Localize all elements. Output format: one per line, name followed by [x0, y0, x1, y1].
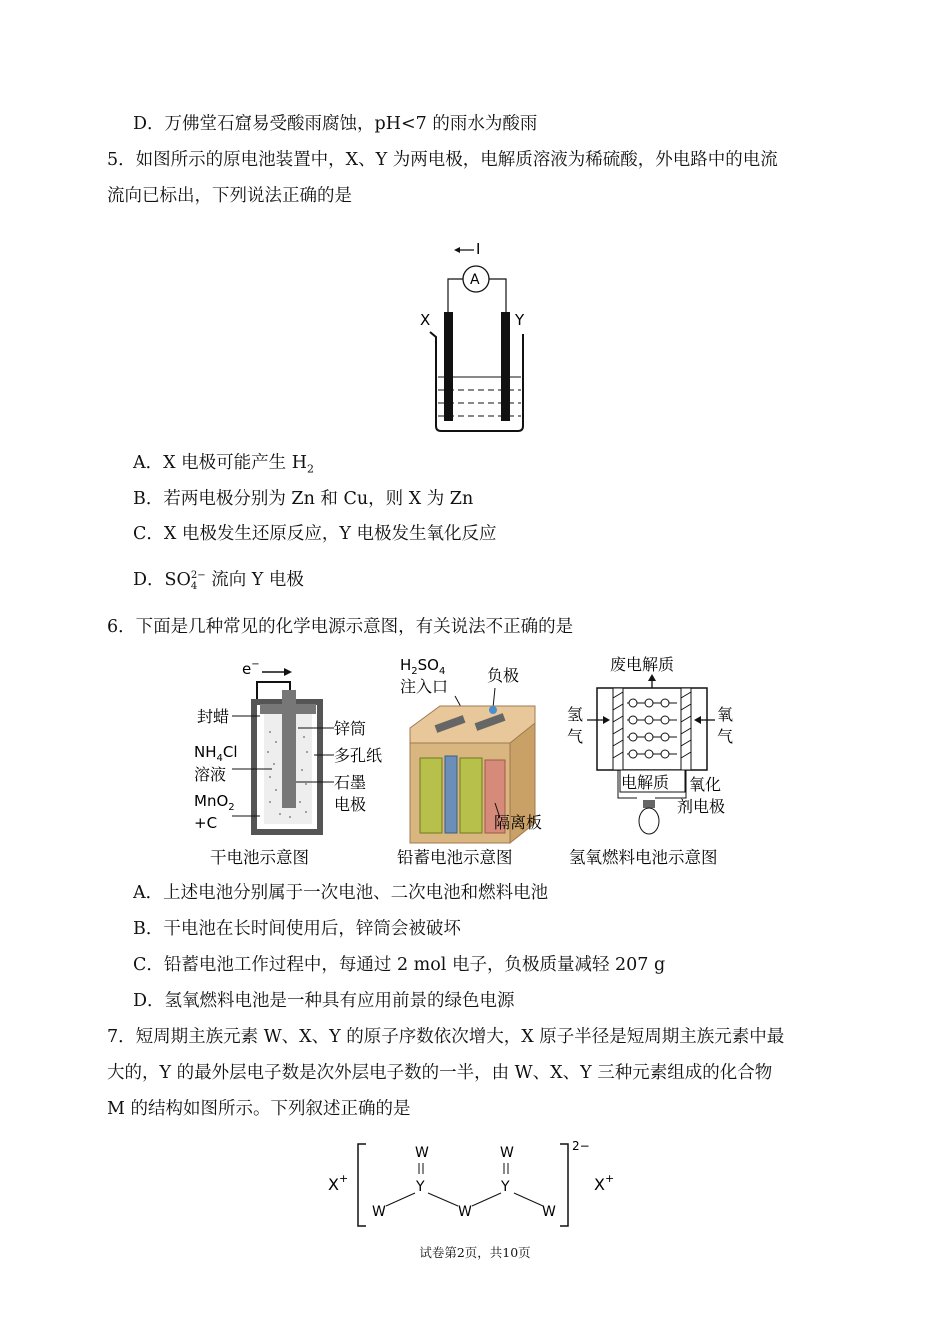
q5-stem-line2: 流向已标出，下列说法正确的是: [107, 186, 352, 206]
label-inlet: 注入口: [400, 677, 449, 696]
galvanic-cell-figure: [410, 232, 540, 437]
label-electrolyte: 电解质: [621, 773, 670, 792]
label-o2-2: 气: [717, 727, 734, 746]
plate-1: [420, 758, 442, 833]
ammeter-label: A: [470, 272, 480, 288]
current-label: I: [476, 240, 481, 258]
cation-left: X+: [328, 1172, 349, 1194]
label-mno2: MnO$_2$: [194, 792, 235, 813]
label-zinc: 锌筒: [334, 719, 367, 738]
electrode-x: [444, 312, 453, 421]
q7-stem-line2: 大的，Y 的最外层电子数是次外层电子数的一半，由 W、X、Y 三种元素组成的化合物: [107, 1063, 773, 1083]
electron-arrow-head: [284, 668, 292, 676]
label-oxidant-2: 剂电极: [677, 797, 726, 816]
terminal-cap: [489, 706, 497, 714]
electrode-x-label: X: [420, 311, 431, 329]
label-separator: 隔离板: [494, 813, 543, 832]
q5-option-b: B．若两电极分别为 Zn 和 Cu，则 X 为 Zn: [133, 489, 474, 509]
page-footer: 试卷第2页，共10页: [419, 1245, 531, 1260]
label-h2-2: 气: [567, 727, 584, 746]
plate-2: [445, 756, 457, 833]
q6-option-b: B．干电池在长时间使用后，锌筒会被破坏: [133, 919, 461, 939]
atom-y-2: Y: [501, 1179, 510, 1195]
q7-stem-line1: 7．短周期主族元素 W、X、Y 的原子序数依次增大，X 原子半径是短周期主族元素中最: [107, 1027, 785, 1047]
q5-option-c: C．X 电极发生还原反应，Y 电极发生氧化反应: [133, 524, 497, 544]
atom-w-bridge: W: [458, 1204, 472, 1220]
graphite-rod: [282, 690, 296, 808]
atom-w-top-1: W: [415, 1145, 429, 1161]
electrode-hatch-left: [613, 688, 623, 770]
bulb-icon: [639, 808, 659, 834]
atom-w-right: W: [542, 1204, 556, 1220]
electrode-y: [501, 312, 510, 421]
q6-option-c: C．铅蓄电池工作过程中，每通过 2 mol 电子，负极质量减轻 207 g: [133, 955, 666, 975]
label-graphite: 石墨: [334, 773, 367, 792]
label-negative: 负极: [487, 666, 520, 685]
current-arrow-head: [454, 247, 460, 253]
fuel-cell-caption: 氢氧燃料电池示意图: [569, 848, 718, 867]
label-electrode: 电极: [334, 795, 367, 814]
cation-right: X+: [594, 1172, 615, 1194]
compound-m-structure: [320, 1130, 640, 1230]
anion-charge: 2−: [572, 1139, 590, 1153]
label-waste: 废电解质: [610, 655, 675, 674]
label-paper: 多孔纸: [334, 746, 383, 765]
q5-option-d: D．SO 2− 4 流向 Y 电极: [133, 569, 304, 592]
bracket-right: [560, 1144, 568, 1226]
atom-w-top-2: W: [500, 1145, 514, 1161]
plate-3: [460, 758, 482, 833]
q5-option-a: A．X 电极可能产生 $H_2$: [133, 453, 314, 476]
q5-stem-line1: 5．如图所示的原电池装置中，X、Y 为两电极，电解质溶液为稀硫酸，外电路中的电流: [107, 150, 778, 170]
label-h2-1: 氢: [567, 705, 584, 724]
bracket-left: [358, 1144, 366, 1226]
q6-option-a: A．上述电池分别属于一次电池、二次电池和燃料电池: [133, 883, 549, 903]
label-wax: 封蜡: [197, 707, 230, 726]
q7-stem-line3: M 的结构如图所示。下列叙述正确的是: [107, 1099, 411, 1119]
electrode-y-label: Y: [515, 311, 525, 329]
fuel-cell-figure: [565, 648, 765, 874]
atom-w-left: W: [372, 1204, 386, 1220]
electron-label: e−: [242, 659, 260, 678]
label-solution: 溶液: [194, 765, 227, 784]
electrode-hatch-right: [681, 688, 691, 770]
lead-acid-figure: [395, 648, 555, 874]
dry-cell-figure: [192, 652, 402, 874]
label-o2-1: 氧: [717, 705, 734, 724]
lead-cell-caption: 铅蓄电池示意图: [397, 848, 513, 867]
label-oxidant-1: 氧化: [689, 775, 722, 794]
label-nh4cl: $NH_4Cl$: [194, 743, 238, 764]
bulb-base: [643, 800, 655, 808]
q4-option-d: D．万佛堂石窟易受酸雨腐蚀，pH<7 的雨水为酸雨: [133, 114, 538, 134]
label-h2so4: $H_2SO_4$: [400, 656, 446, 677]
atom-y-1: Y: [416, 1179, 425, 1195]
q6-option-d: D．氢氧燃料电池是一种具有应用前景的绿色电源: [133, 991, 515, 1011]
q6-stem: 6．下面是几种常见的化学电源示意图，有关说法不正确的是: [107, 617, 574, 637]
dry-cell-caption: 干电池示意图: [210, 848, 309, 867]
label-c: +C: [194, 814, 218, 832]
